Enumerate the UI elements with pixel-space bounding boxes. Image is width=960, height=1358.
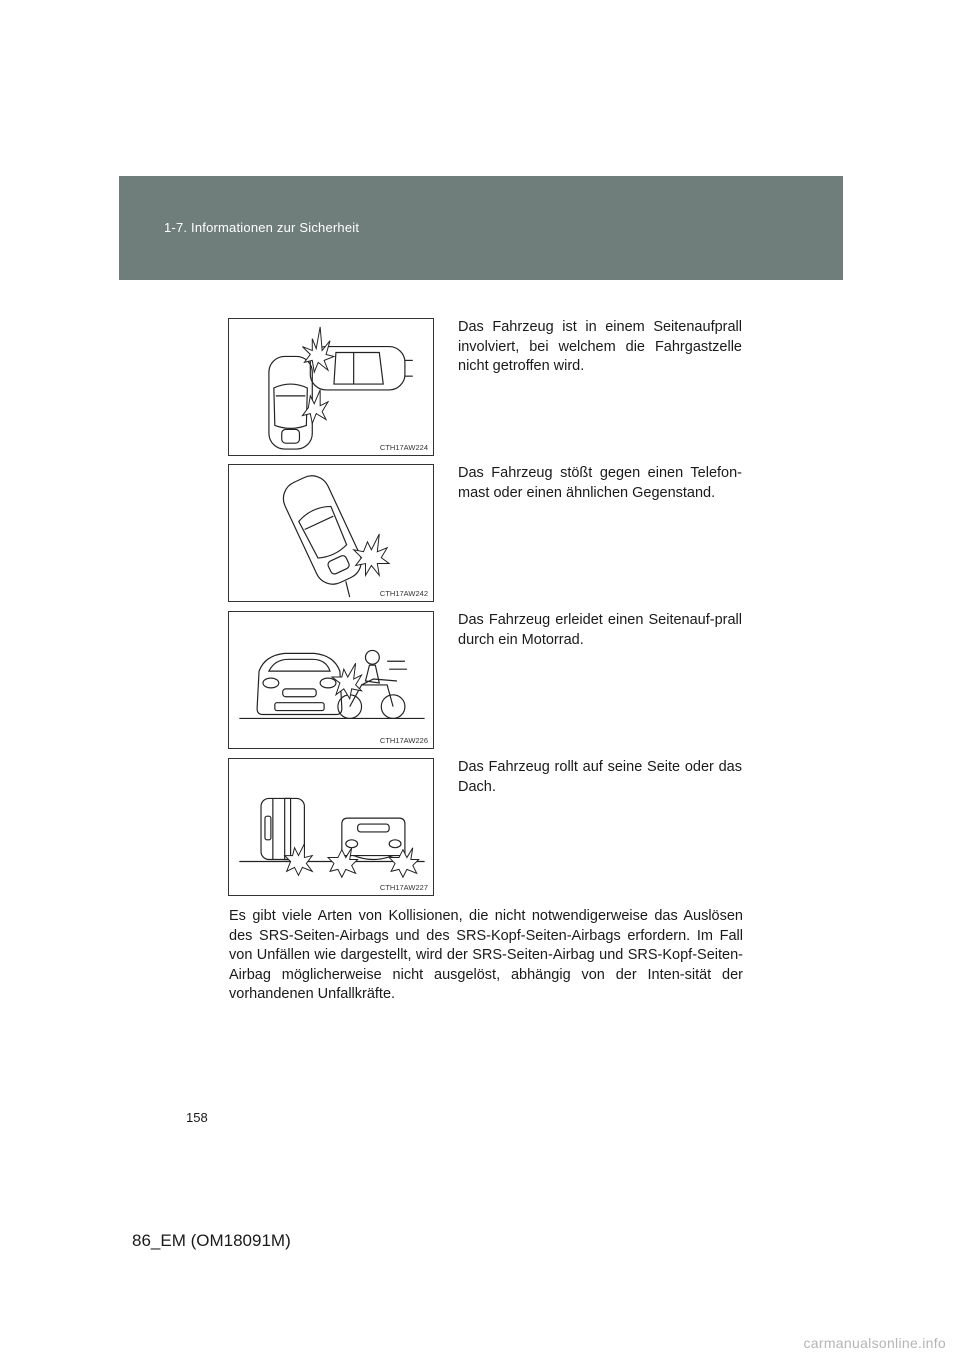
body-paragraph: Es gibt viele Arten von Kollisionen, die nicht notwendigerweise das Auslösen des SRS-Seiten-Airbags und des SRS-Kopf-Seiten-Airbags erfordern. Im Fall von Unfällen wie dargestellt, wird der SRS-Seiten-Airbag und SRS-Kopf-Seiten-Airbag möglicherweise nicht ausgelöst, abhängig von der Inten-sität der vorhandenen Unfallkräfte. bbox=[229, 908, 743, 1002]
page-number: 158 bbox=[186, 1110, 208, 1125]
side-impact-illustration bbox=[229, 319, 433, 455]
section-title: 1-7. Informationen zur Sicherheit bbox=[164, 220, 360, 235]
figure-code: CTH17AW224 bbox=[379, 443, 428, 452]
figure-side-impact bbox=[228, 318, 434, 456]
figure-description: Das Fahrzeug ist in einem Seitenaufprall involviert, bei welchem die Fahrgastzelle nicht getroffen wird. bbox=[458, 319, 742, 374]
document-id: 86_EM (OM18091M) bbox=[132, 1231, 291, 1250]
figure-description: Das Fahrzeug stößt gegen einen Telefon-mast oder einen ähnlichen Gegenstand. bbox=[458, 465, 742, 501]
header-band bbox=[119, 176, 843, 280]
figure-code: CTH17AW242 bbox=[379, 589, 428, 598]
figure-description: Das Fahrzeug rollt auf seine Seite oder das Dach. bbox=[458, 759, 742, 795]
figure-motorcycle-impact bbox=[228, 611, 434, 749]
pole-impact-illustration bbox=[229, 465, 433, 601]
figure-code: CTH17AW226 bbox=[379, 736, 428, 745]
watermark: carmanualsonline.info bbox=[803, 1335, 946, 1351]
figure-description: Das Fahrzeug erleidet einen Seitenauf-prall durch ein Motorrad. bbox=[458, 612, 742, 648]
figure-pole-impact bbox=[228, 464, 434, 602]
rollover-illustration bbox=[229, 759, 433, 895]
figure-rollover bbox=[228, 758, 434, 896]
motorcycle-impact-illustration bbox=[229, 612, 433, 748]
figure-code: CTH17AW227 bbox=[379, 883, 428, 892]
